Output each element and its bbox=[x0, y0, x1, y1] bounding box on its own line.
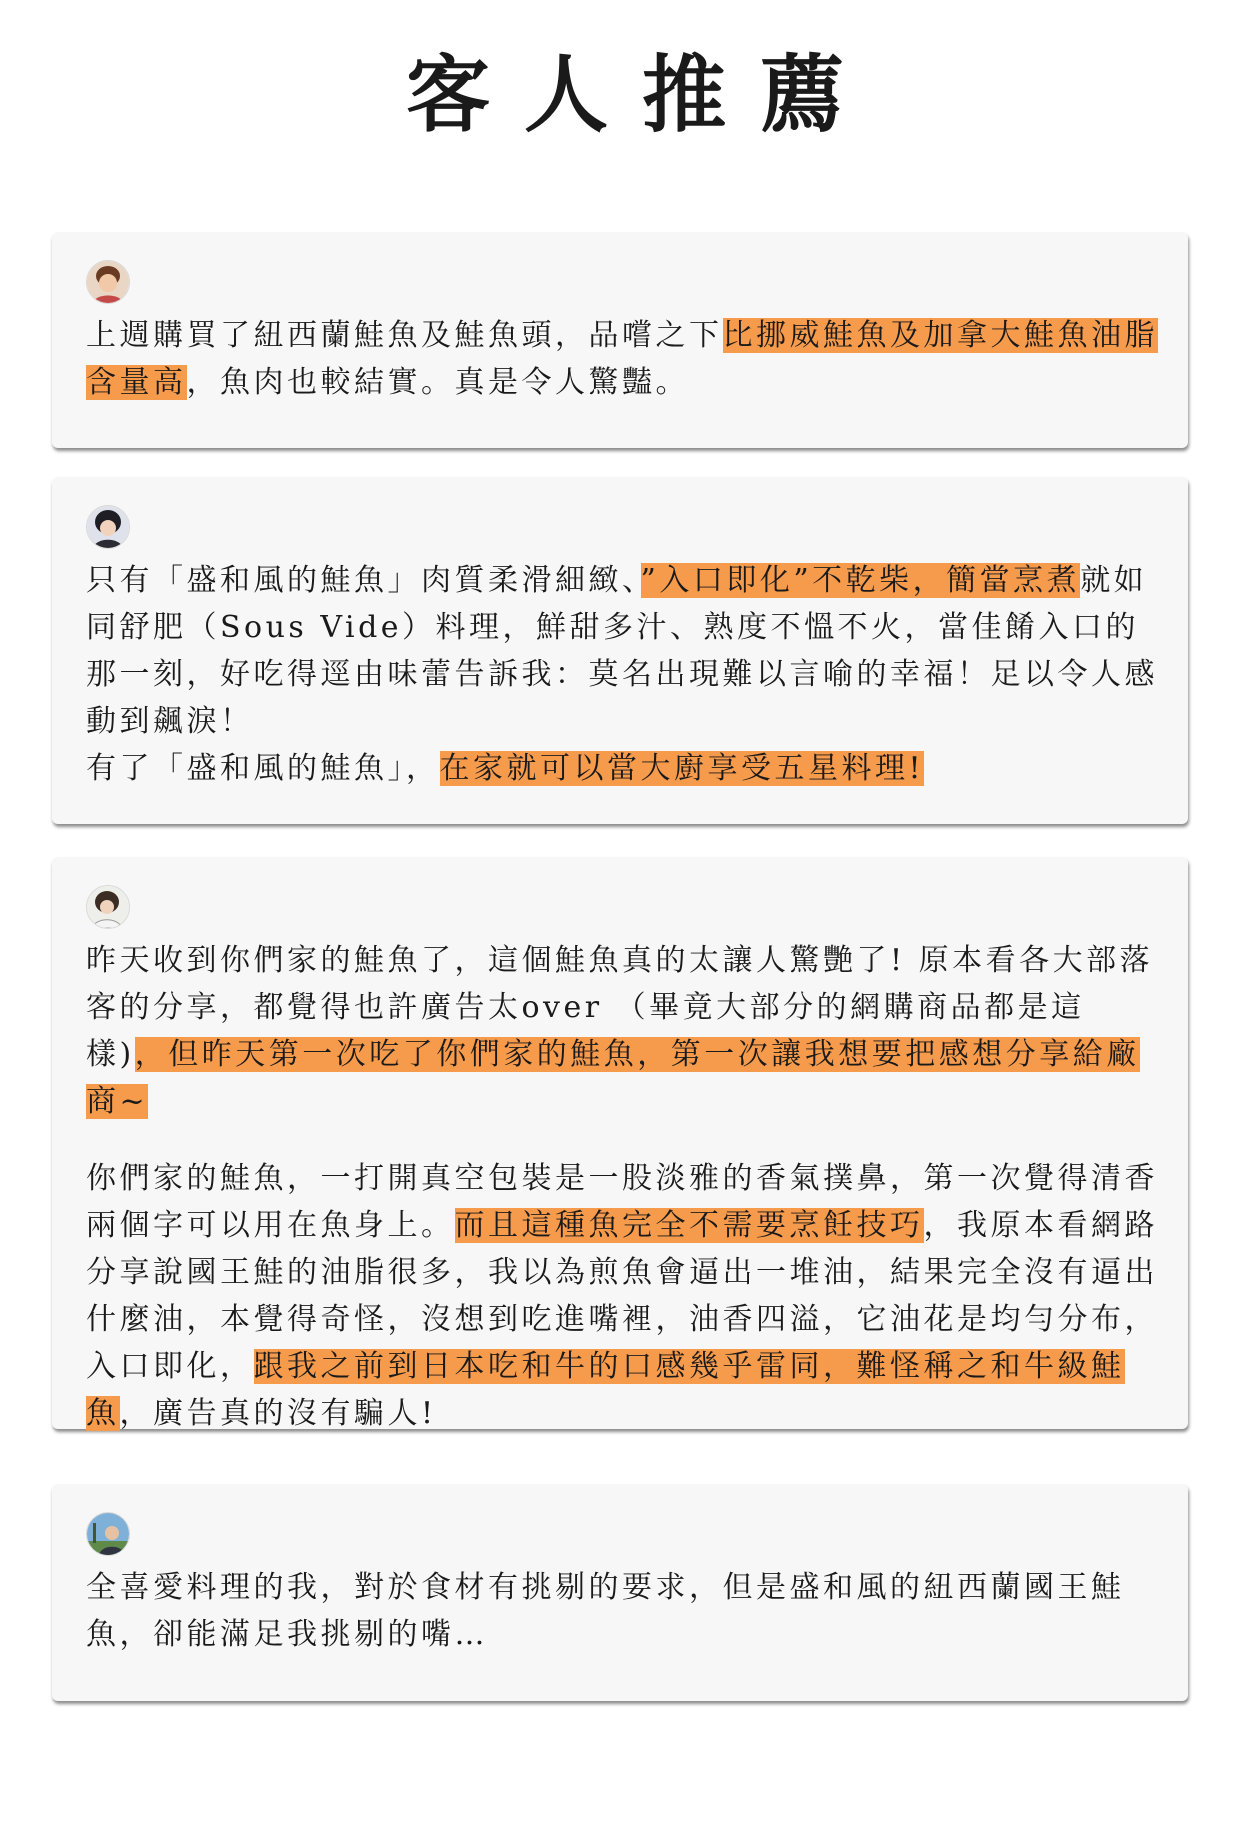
woman-portrait-avatar-icon bbox=[86, 505, 130, 549]
review-text: 上週購買了紐西蘭鮭魚及鮭魚頭，品嚐之下 bbox=[86, 318, 723, 353]
review-text: ，我原本看網路分享說國王鮭的油脂很多，我以為煎魚會逼出一堆油，結果完全沒有逼出什麼油，本覺得奇怪，沒想到吃進嘴裡，油香四溢，它油花是均勻分布，入口即化， bbox=[86, 1208, 1158, 1384]
review-text: 你們家的鮭魚，一打開真空包裝是一股淡雅的香氣撲鼻，第一次覺得清香兩個字可以用在魚身上。 bbox=[86, 1161, 1158, 1243]
review-card bbox=[52, 857, 1188, 1429]
review-paragraph bbox=[86, 745, 1160, 792]
page-title: 客人推薦 bbox=[405, 45, 878, 144]
review-text: 有了「盛和風的鮭魚」， bbox=[86, 751, 440, 786]
highlighted-text: ”入口即化”不乾柴，簡當烹煮 bbox=[640, 563, 1081, 598]
review-text: ，廣告真的沒有騙人! bbox=[119, 1396, 437, 1431]
woman-portrait-avatar-icon bbox=[86, 885, 130, 929]
review-paragraph bbox=[86, 312, 1160, 406]
review-card bbox=[52, 477, 1188, 824]
man-outdoor-avatar-icon bbox=[86, 1512, 130, 1556]
woman-portrait-avatar-icon bbox=[86, 260, 130, 304]
highlighted-text: 而且這種魚完全不需要烹飪技巧 bbox=[454, 1208, 924, 1243]
review-text: 昨天收到你們家的鮭魚了，這個鮭魚真的太讓人驚艷了! 原本看各大部落客的分享，都覺得也許廣告太over （畢竟大部分的網購商品都是這樣) bbox=[86, 943, 1154, 1072]
review-paragraph bbox=[86, 557, 1160, 745]
review-paragraph bbox=[86, 1155, 1160, 1437]
review-paragraph bbox=[86, 1564, 1160, 1658]
review-card bbox=[52, 232, 1188, 448]
highlighted-text: 跟我之前到日本吃和牛的口感幾乎雷同，難怪稱之和牛級鮭魚 bbox=[86, 1349, 1125, 1431]
review-text: ，魚肉也較結實。真是令人驚豔。 bbox=[186, 365, 689, 400]
review-card bbox=[52, 1484, 1188, 1701]
highlighted-text: 在家就可以當大廚享受五星料理! bbox=[439, 751, 925, 786]
review-text: 全喜愛料理的我，對於食材有挑剔的要求，但是盛和風的紐西蘭國王鮭魚，卻能滿足我挑剔的嘴… bbox=[86, 1570, 1125, 1652]
paragraph-spacer bbox=[86, 1125, 1160, 1155]
review-text: 就如同舒肥（Sous Vide）料理，鮮甜多汁、熟度不慍不火，當佳餚入口的那一刻，好吃得逕由味蕾告訴我：莫名出現難以言喻的幸福！足以令人感動到飆淚！ bbox=[86, 563, 1158, 739]
highlighted-text: ，但昨天第一次吃了你們家的鮭魚，第一次讓我想要把感想分享給廠商~ bbox=[86, 1037, 1140, 1119]
review-text: 只有「盛和風的鮭魚」肉質柔滑細緻、 bbox=[86, 563, 641, 598]
review-paragraph bbox=[86, 937, 1160, 1125]
highlighted-text: 比挪威鮭魚及加拿大鮭魚油脂含量高 bbox=[86, 318, 1158, 400]
